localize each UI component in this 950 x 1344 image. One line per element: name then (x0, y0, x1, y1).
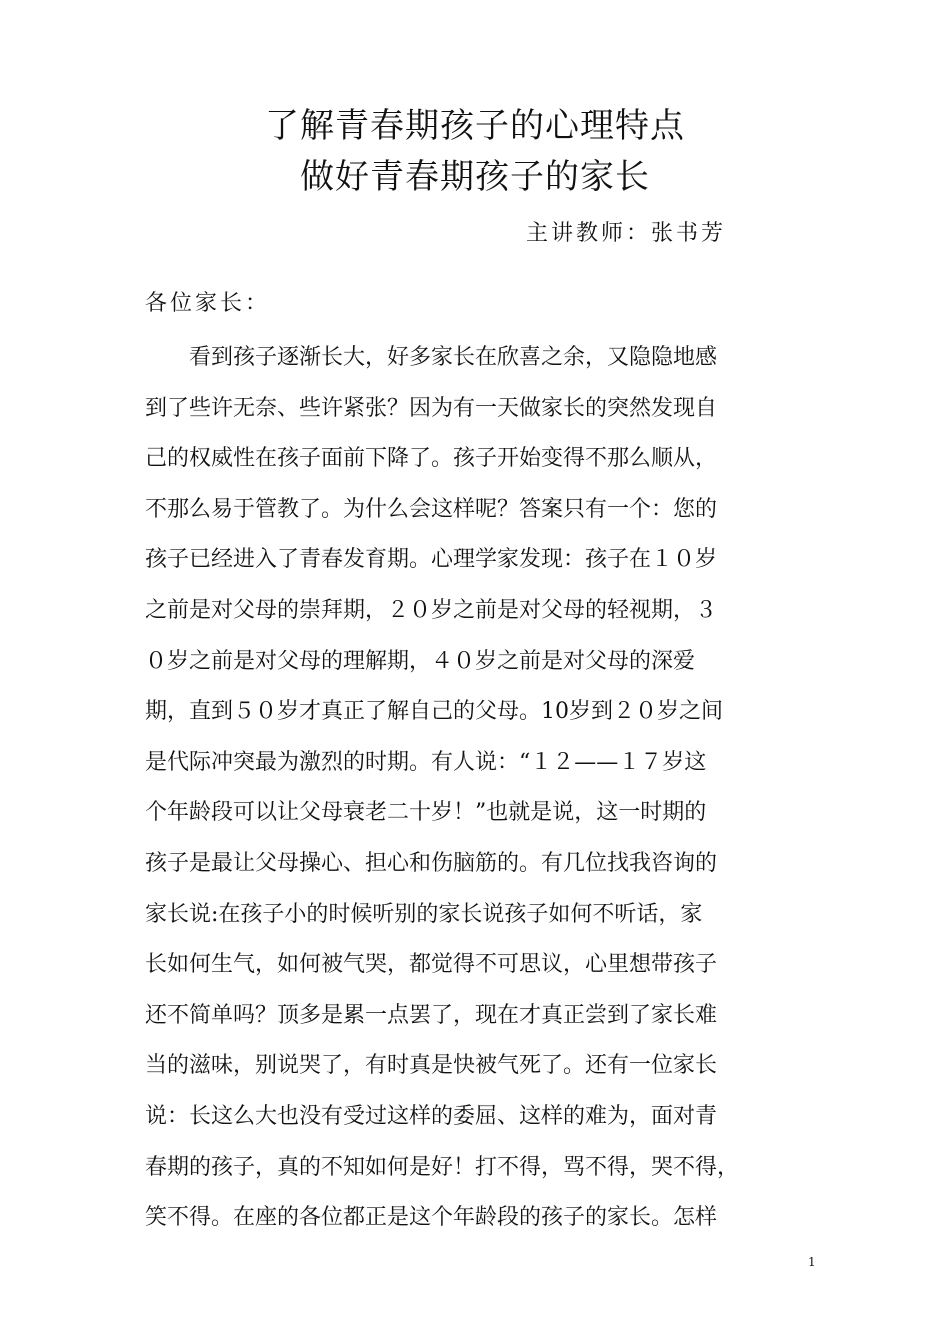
body-line: 说：长这么大也没有受过这样的委屈、这样的难为，面对青 (145, 1103, 718, 1129)
body-line: 不那么易于管教了。为什么会这样呢？答案只有一个：您的 (145, 496, 718, 522)
speaker-line: 主讲教师：张书芳 (526, 221, 727, 246)
body-line: 当的滋味，别说哭了，有时真是快被气死了。还有一位家长 (145, 1053, 718, 1079)
title-line-1: 了解青春期孩子的心理特点 (265, 106, 685, 146)
body-line: 个年龄段可以让父母衰老二十岁！”也就是说，这一时期的 (145, 800, 707, 826)
body-line: 孩子已经进入了青春发育期。心理学家发现：孩子在１０岁 (145, 547, 718, 573)
body-line: 看到孩子逐渐长大，好多家长在欣喜之余，又隐隐地感 (145, 345, 718, 370)
body-line: 家长说:在孩子小的时候听别的家长说孩子如何不听话，家 (145, 901, 703, 927)
salutation: 各位家长： (145, 291, 271, 316)
body-line: 笑不得。在座的各位都正是这个年龄段的孩子的家长。怎样 (145, 1205, 718, 1231)
body-line: 还不简单吗？顶多是累一点罢了，现在才真正尝到了家长难 (145, 1002, 718, 1028)
body-line: 是代际冲突最为激烈的时期。有人说：“１２——１７岁这 (145, 749, 707, 775)
body-line: 己的权威性在孩子面前下降了。孩子开始变得不那么顺从， (145, 446, 718, 472)
body-line: 期，直到５０岁才真正了解自己的父母。10岁到２０岁之间 (145, 699, 723, 725)
body-text (145, 340, 810, 1251)
title-line-2: 做好青春期孩子的家长 (300, 157, 650, 197)
body-line: 之前是对父母的崇拜期，２０岁之前是对父母的轻视期，３ (145, 597, 718, 623)
body-line: 到了些许无奈、些许紧张？因为有一天做家长的突然发现自 (145, 395, 718, 421)
body-line: 春期的孩子，真的不知如何是好！打不得，骂不得，哭不得， (145, 1154, 740, 1180)
page-number: 1 (808, 1255, 816, 1269)
body-line: 孩子是最让父母操心、担心和伤脑筋的。有几位找我咨询的 (145, 850, 718, 876)
body-line: 长如何生气，如何被气哭，都觉得不可思议，心里想带孩子 (145, 952, 718, 978)
body-line: ０岁之前是对父母的理解期，４０岁之前是对父母的深爱 (145, 648, 696, 674)
